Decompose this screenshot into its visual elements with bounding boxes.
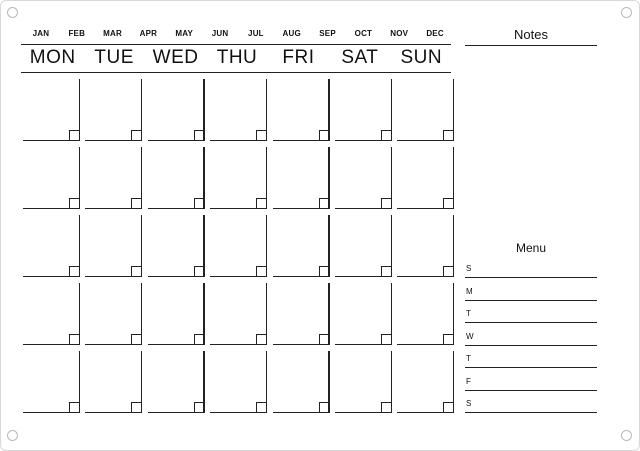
day-cell[interactable]: [333, 213, 393, 277]
menu-row[interactable]: [465, 309, 597, 323]
day-cell[interactable]: [21, 281, 81, 345]
day-cell[interactable]: [333, 145, 393, 209]
menu-day-label: W: [466, 331, 474, 341]
month-label: AUG: [282, 29, 301, 38]
date-box[interactable]: [319, 334, 330, 345]
date-box[interactable]: [319, 198, 330, 209]
notes-title: Notes: [514, 27, 548, 42]
menu-line: [465, 277, 597, 278]
day-cell[interactable]: [21, 349, 81, 413]
day-cell[interactable]: [208, 281, 268, 345]
weekday-header: [21, 47, 451, 71]
date-box[interactable]: [194, 402, 205, 413]
date-box[interactable]: [319, 402, 330, 413]
notes-area[interactable]: [465, 49, 597, 235]
menu-row[interactable]: [465, 332, 597, 346]
month-label: JAN: [32, 29, 50, 38]
month-label: APR: [139, 29, 158, 38]
date-box[interactable]: [381, 198, 392, 209]
date-box[interactable]: [131, 402, 142, 413]
month-label: DEC: [426, 29, 444, 38]
date-box[interactable]: [381, 130, 392, 141]
weekday-label: FRI: [282, 47, 315, 68]
day-cell[interactable]: [271, 145, 331, 209]
calendar-grid: [21, 77, 457, 417]
date-box[interactable]: [131, 130, 142, 141]
day-cell[interactable]: [271, 281, 331, 345]
day-cell[interactable]: [395, 213, 455, 277]
day-cell[interactable]: [395, 145, 455, 209]
month-label: SEP: [319, 29, 336, 38]
day-cell[interactable]: [208, 77, 268, 141]
date-box[interactable]: [256, 130, 267, 141]
mounting-hole-top-right: [621, 7, 632, 18]
weekday-label: SAT: [341, 47, 379, 68]
menu-row[interactable]: [465, 264, 597, 278]
mounting-hole-bottom-left: [7, 430, 18, 441]
menu-day-label: S: [466, 264, 472, 273]
day-cell[interactable]: [146, 77, 206, 141]
date-box[interactable]: [381, 402, 392, 413]
date-box[interactable]: [381, 334, 392, 345]
day-cell[interactable]: [395, 77, 455, 141]
date-box[interactable]: [443, 130, 454, 141]
month-label: JUL: [248, 29, 264, 38]
menu-line: [465, 367, 597, 368]
date-box[interactable]: [69, 402, 80, 413]
date-box[interactable]: [256, 266, 267, 277]
date-box[interactable]: [69, 130, 80, 141]
date-box[interactable]: [69, 266, 80, 277]
menu-day-label: F: [466, 376, 471, 386]
date-box[interactable]: [443, 334, 454, 345]
day-cell[interactable]: [271, 349, 331, 413]
day-cell[interactable]: [21, 213, 81, 277]
day-cell[interactable]: [83, 281, 143, 345]
menu-line: [465, 345, 597, 346]
day-cell[interactable]: [83, 213, 143, 277]
menu-line: [465, 300, 597, 301]
weekday-label: WED: [152, 47, 199, 68]
menu-line: [465, 322, 597, 323]
date-box[interactable]: [256, 198, 267, 209]
mounting-hole-bottom-right: [621, 430, 632, 441]
menu-row[interactable]: [465, 287, 597, 301]
weekday-divider: [21, 72, 451, 73]
day-cell[interactable]: [333, 77, 393, 141]
mounting-hole-top-left: [7, 7, 18, 18]
date-box[interactable]: [256, 402, 267, 413]
menu-day-label: T: [466, 354, 471, 363]
date-box[interactable]: [443, 198, 454, 209]
day-cell[interactable]: [83, 77, 143, 141]
day-cell[interactable]: [208, 213, 268, 277]
day-cell[interactable]: [21, 77, 81, 141]
day-cell[interactable]: [333, 349, 393, 413]
day-cell[interactable]: [395, 349, 455, 413]
date-box[interactable]: [69, 334, 80, 345]
day-cell[interactable]: [395, 281, 455, 345]
date-box[interactable]: [131, 334, 142, 345]
date-box[interactable]: [131, 266, 142, 277]
day-cell[interactable]: [83, 349, 143, 413]
date-box[interactable]: [194, 266, 205, 277]
date-box[interactable]: [381, 266, 392, 277]
weekday-label: SUN: [400, 47, 443, 68]
date-box[interactable]: [443, 402, 454, 413]
notes-divider: [465, 45, 597, 46]
menu-line: [465, 412, 597, 413]
menu-day-label: T: [466, 309, 471, 318]
menu-title: Menu: [515, 241, 547, 255]
date-box[interactable]: [319, 266, 330, 277]
menu-day-label: S: [466, 399, 472, 408]
day-cell[interactable]: [333, 281, 393, 345]
menu-row[interactable]: [465, 399, 597, 413]
weekday-label: MON: [29, 47, 76, 68]
day-cell[interactable]: [208, 349, 268, 413]
month-label: MAR: [103, 29, 122, 38]
date-box[interactable]: [194, 130, 205, 141]
day-cell[interactable]: [146, 145, 206, 209]
weekday-label: THU: [216, 47, 258, 68]
month-label: OCT: [354, 29, 373, 38]
day-cell[interactable]: [208, 145, 268, 209]
day-cell[interactable]: [21, 145, 81, 209]
month-divider: [21, 44, 451, 45]
day-cell[interactable]: [146, 281, 206, 345]
weekday-label: TUE: [94, 47, 134, 68]
date-box[interactable]: [319, 130, 330, 141]
date-box[interactable]: [69, 198, 80, 209]
date-box[interactable]: [443, 266, 454, 277]
date-box[interactable]: [194, 198, 205, 209]
month-row: [21, 29, 451, 43]
menu-day-label: M: [466, 286, 473, 296]
menu-row[interactable]: [465, 354, 597, 368]
month-label: MAY: [175, 29, 194, 38]
month-label: NOV: [390, 29, 409, 38]
month-label: JUN: [211, 29, 229, 38]
day-cell[interactable]: [271, 213, 331, 277]
date-box[interactable]: [131, 198, 142, 209]
menu-line: [465, 390, 597, 391]
month-label: FEB: [68, 29, 86, 38]
date-box[interactable]: [256, 334, 267, 345]
day-cell[interactable]: [83, 145, 143, 209]
date-box[interactable]: [194, 334, 205, 345]
day-cell[interactable]: [146, 213, 206, 277]
day-cell[interactable]: [271, 77, 331, 141]
day-cell[interactable]: [146, 349, 206, 413]
menu-row[interactable]: [465, 377, 597, 391]
